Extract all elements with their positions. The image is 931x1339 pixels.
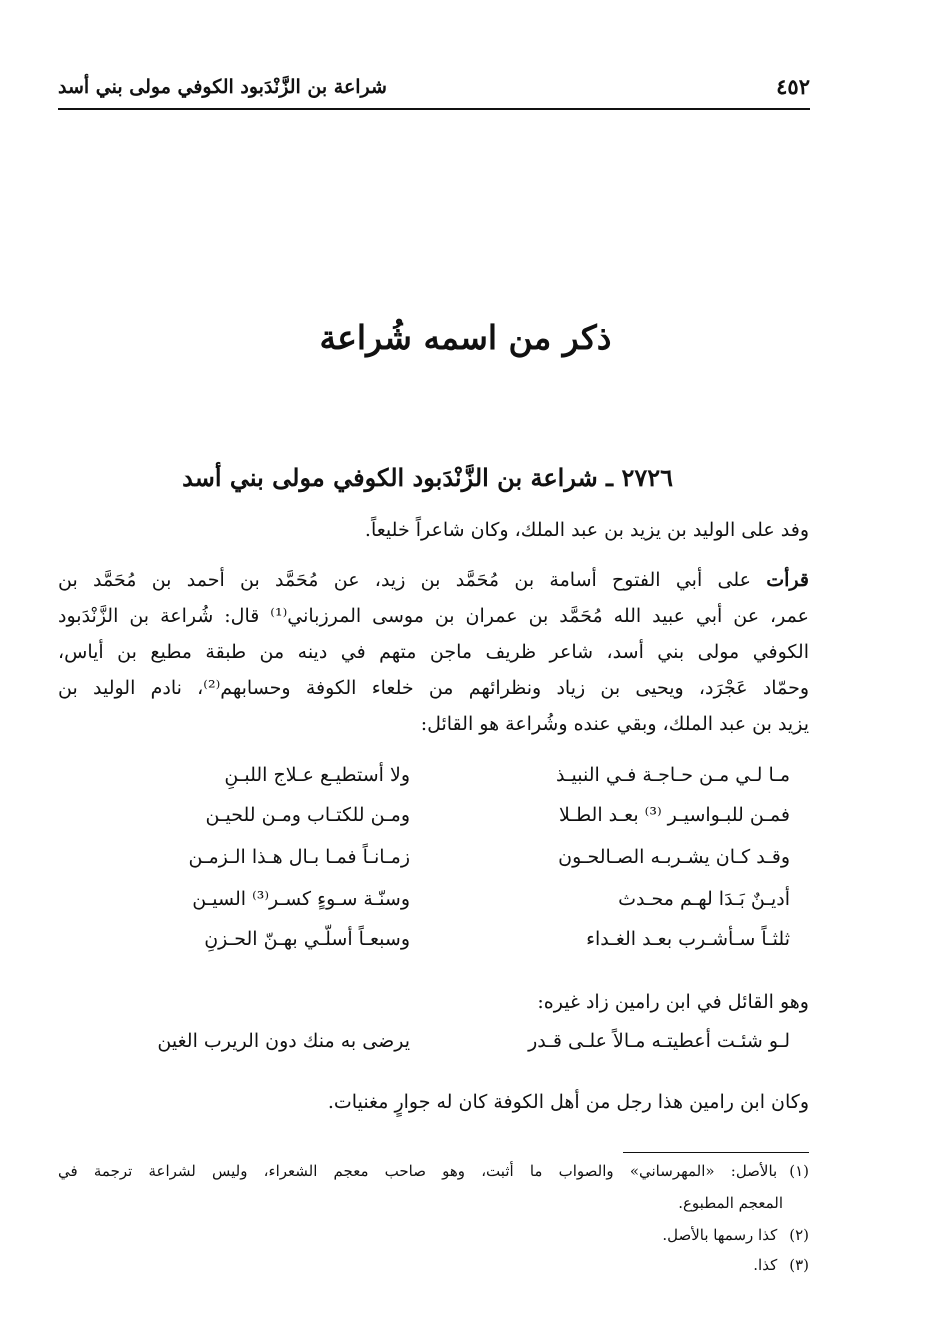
verse-row	[118, 846, 790, 876]
footnote-rule	[623, 1152, 809, 1153]
paragraph-line-1-text: على أبي الفتوح أسامة بن مُحَمَّد بن زيد، عن مُحَمَّد بن أحمد بن مُحَمَّد بن	[58, 569, 767, 591]
verse-row	[118, 804, 790, 834]
footnote-3	[753, 1256, 809, 1276]
page-number: ٤٥٢	[776, 74, 810, 99]
running-title: شراعة بن الزَّنْدَبود الكوفي مولى بني أسد	[58, 76, 387, 98]
paragraph-line-1	[58, 568, 809, 593]
verse-second-hemistich: وسبعـاً أسلّـي بهـنّ الحـزنِ	[204, 928, 410, 950]
footnote-1	[58, 1162, 809, 1182]
verse-second-hemistich: ولا أستطيـع عـلاج اللبـنِ	[224, 764, 410, 786]
verse-first-hemistich: ثلثـاً سـأشـرب بعـد الغـداء	[586, 928, 790, 950]
couplet-first-hemistich: لـو شئـت أعطيتـه مـالاً علـى قـدر	[528, 1030, 790, 1052]
footnote-1-text: بالأصل: «المهرساني» والصواب ما أثبت، وهو صاحب معجم الشعراء، وليس لشراعة ترجمة في	[58, 1162, 778, 1180]
verse-first-hemistich: أديـنٌ بَـدَا لهـم محـدث	[618, 888, 790, 910]
paragraph-line-2: عمر، عن أبي عبيد الله مُحَمَّد بن عمران بن موسى المرزباني⁽¹⁾ قال: شُراعة بن الزَّنْدَبود	[58, 605, 809, 627]
footnote-number: (٢)	[789, 1226, 809, 1244]
second-intro-line: وهو القائل في ابن رامين زاد غيره:	[537, 991, 809, 1013]
verse-second-hemistich: ومـن للكتـاب ومـن للحيـن	[205, 804, 410, 826]
footnote-1-continuation: المعجم المطبوع.	[678, 1194, 783, 1212]
verse-row	[118, 764, 790, 794]
paragraph-line-4: وحمّاد عَجْرَد، ويحيى بن زياد ونظرائهم من خلعاء الكوفة وحسابهم⁽²⁾، نادم الوليد بن	[58, 677, 809, 699]
couplet-row	[118, 1030, 790, 1060]
paragraph-line-5: يزيد بن عبد الملك، وبقي عنده وشُراعة هو القائل:	[420, 713, 809, 735]
verse-row	[118, 928, 790, 958]
footnote-number: (٣)	[789, 1256, 809, 1274]
verse-first-hemistich: مـا لـي مـن حـاجـة فـي النبيـذ	[555, 764, 790, 786]
verse-first-hemistich: وقـد كـان يشـربـه الصـالحـون	[558, 846, 790, 868]
closing-line: وكان ابن رامين هذا رجل من أهل الكوفة كان له جوارٍ مغنيات.	[327, 1091, 809, 1113]
paragraph-line-3: الكوفي مولى بني أسد، شاعر ظريف ماجن متهم في دينه من طبقة مطيع بن أياس،	[58, 641, 809, 663]
verse-row	[118, 888, 790, 918]
section-title: ذكر من اسمه شُراعة	[319, 318, 612, 357]
verse-first-hemistich: فمـن للبـواسيـر ⁽³⁾ بعـد الطـلا	[559, 804, 790, 826]
footnote-2	[662, 1226, 809, 1246]
footnote-number: (١)	[789, 1162, 809, 1180]
verse-second-hemistich: زمـانـاً فمـا بـال هـذا الـزمـن	[188, 846, 410, 868]
intro-line: وفد على الوليد بن يزيد بن عبد الملك، وكان شاعراً خليعاً.	[364, 519, 809, 541]
couplet-second-hemistich: يرضى به منك دون الريرب الغين	[157, 1030, 410, 1052]
footnote-2-text: كذا رسمها بالأصل.	[662, 1226, 778, 1244]
paragraph-lead: قرأت	[766, 569, 809, 591]
page-header	[58, 72, 810, 110]
entry-heading: ٢٧٢٦ ـ شراعة بن الزَّنْدَبود الكوفي مولى بني أسد	[182, 463, 673, 492]
footnote-3-text: كذا.	[753, 1256, 778, 1274]
verse-second-hemistich: وسنّـة سـوءٍ كسـر⁽³⁾ السيـن	[192, 888, 410, 910]
